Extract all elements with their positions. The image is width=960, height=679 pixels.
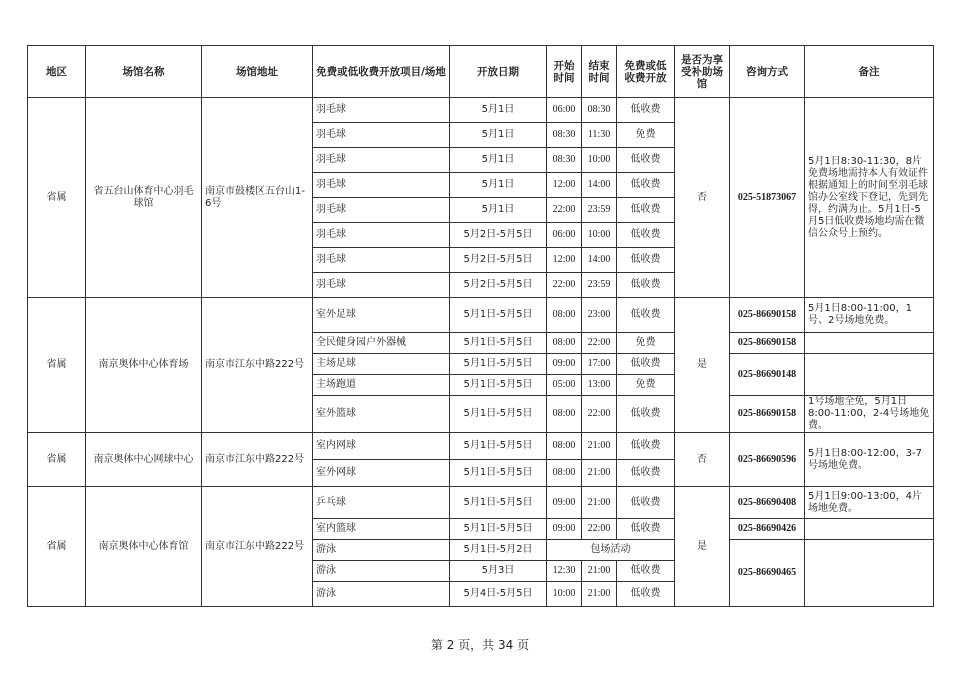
end-time-cell: 10:00	[582, 223, 617, 248]
item-cell: 游泳	[313, 582, 450, 607]
phone-cell: 025-86690596	[730, 433, 805, 487]
phone-cell: 025-86690158	[730, 333, 805, 354]
end-time-cell: 21:00	[582, 460, 617, 487]
start-time-cell: 08:00	[547, 298, 582, 333]
remark-cell: 5月1日8:00-12:00，3-7号场地免费。	[805, 433, 934, 487]
header-remark: 备注	[805, 46, 934, 98]
page-number: 第 2 页，共 34 页	[430, 638, 530, 652]
start-time-cell: 05:00	[547, 375, 582, 396]
merged-activity-cell: 包场活动	[547, 540, 675, 561]
start-time-cell: 08:00	[547, 333, 582, 354]
subsidy-cell: 是	[675, 487, 730, 607]
fee-cell: 低收费	[617, 198, 675, 223]
item-cell: 羽毛球	[313, 123, 450, 148]
start-time-cell: 10:00	[547, 582, 582, 607]
item-cell: 主场跑道	[313, 375, 450, 396]
date-cell: 5月1日	[450, 98, 547, 123]
end-time-cell: 21:00	[582, 433, 617, 460]
fee-cell: 低收费	[617, 148, 675, 173]
table-row	[28, 487, 934, 519]
fee-cell: 免费	[617, 375, 675, 396]
header-fee: 免费或低收费开放	[617, 46, 675, 98]
venue-name-cell: 南京奥体中心体育馆	[86, 487, 202, 607]
start-time-cell: 08:00	[547, 460, 582, 487]
phone-cell: 025-86690158	[730, 396, 805, 433]
end-time-cell: 14:00	[582, 173, 617, 198]
subsidy-cell: 否	[675, 433, 730, 487]
end-time-cell: 22:00	[582, 396, 617, 433]
venue-address-cell: 南京市江东中路222号	[202, 298, 313, 433]
header-region: 地区	[28, 46, 86, 98]
venue-address-cell: 南京市江东中路222号	[202, 433, 313, 487]
start-time-cell: 06:00	[547, 223, 582, 248]
item-cell: 游泳	[313, 540, 450, 561]
table-row	[28, 298, 934, 333]
date-cell: 5月2日-5月5日	[450, 223, 547, 248]
header-item: 免费或低收费开放项目/场地	[313, 46, 450, 98]
remark-cell: 5月1日9:00-13:00，4片场地免费。	[805, 487, 934, 519]
date-cell: 5月1日-5月2日	[450, 540, 547, 561]
end-time-cell: 23:00	[582, 298, 617, 333]
fee-cell: 低收费	[617, 298, 675, 333]
start-time-cell: 09:00	[547, 354, 582, 375]
end-time-cell: 22:00	[582, 333, 617, 354]
header-start: 开始时间	[547, 46, 582, 98]
fee-cell: 低收费	[617, 223, 675, 248]
remark-cell: 5月1日8:00-11:00，1号、2号场地免费。	[805, 298, 934, 333]
region-cell: 省属	[28, 487, 86, 607]
date-cell: 5月1日-5月5日	[450, 354, 547, 375]
fee-cell: 低收费	[617, 273, 675, 298]
end-time-cell: 23:59	[582, 198, 617, 223]
remark-cell: 1号场地全免，5月1日8:00-11:00，2-4号场地免费。	[805, 396, 934, 433]
end-time-cell: 14:00	[582, 248, 617, 273]
item-cell: 室内篮球	[313, 519, 450, 540]
remark-cell	[805, 540, 934, 607]
date-cell: 5月4日-5月5日	[450, 582, 547, 607]
date-cell: 5月3日	[450, 561, 547, 582]
fee-cell: 低收费	[617, 98, 675, 123]
item-cell: 羽毛球	[313, 173, 450, 198]
header-date: 开放日期	[450, 46, 547, 98]
item-cell: 羽毛球	[313, 198, 450, 223]
start-time-cell: 06:00	[547, 98, 582, 123]
date-cell: 5月1日	[450, 123, 547, 148]
remark-cell	[805, 333, 934, 354]
date-cell: 5月2日-5月5日	[450, 248, 547, 273]
fee-cell: 低收费	[617, 519, 675, 540]
phone-cell: 025-86690426	[730, 519, 805, 540]
end-time-cell: 21:00	[582, 561, 617, 582]
end-time-cell: 10:00	[582, 148, 617, 173]
remark-cell	[805, 519, 934, 540]
phone-cell: 025-86690158	[730, 298, 805, 333]
venue-address-cell: 南京市鼓楼区五台山1-6号	[202, 98, 313, 298]
date-cell: 5月1日	[450, 198, 547, 223]
phone-cell: 025-86690465	[730, 540, 805, 607]
item-cell: 羽毛球	[313, 273, 450, 298]
item-cell: 室外篮球	[313, 396, 450, 433]
region-cell: 省属	[28, 98, 86, 298]
item-cell: 游泳	[313, 561, 450, 582]
end-time-cell: 21:00	[582, 582, 617, 607]
date-cell: 5月1日	[450, 148, 547, 173]
fee-cell: 低收费	[617, 561, 675, 582]
start-time-cell: 22:00	[547, 273, 582, 298]
start-time-cell: 12:00	[547, 173, 582, 198]
item-cell: 室外足球	[313, 298, 450, 333]
date-cell: 5月1日	[450, 173, 547, 198]
item-cell: 室内网球	[313, 433, 450, 460]
fee-cell: 免费	[617, 123, 675, 148]
date-cell: 5月1日-5月5日	[450, 433, 547, 460]
start-time-cell: 12:30	[547, 561, 582, 582]
item-cell: 主场足球	[313, 354, 450, 375]
end-time-cell: 21:00	[582, 487, 617, 519]
date-cell: 5月1日-5月5日	[450, 375, 547, 396]
end-time-cell: 11:30	[582, 123, 617, 148]
table-row	[28, 433, 934, 460]
date-cell: 5月1日-5月5日	[450, 519, 547, 540]
end-time-cell: 08:30	[582, 98, 617, 123]
venue-table	[27, 45, 934, 607]
subsidy-cell: 是	[675, 298, 730, 433]
venue-name-cell: 南京奥体中心网球中心	[86, 433, 202, 487]
item-cell: 羽毛球	[313, 223, 450, 248]
venue-name-cell: 省五台山体育中心羽毛球馆	[86, 98, 202, 298]
end-time-cell: 23:59	[582, 273, 617, 298]
table-row	[28, 98, 934, 123]
remark-cell: 5月1日8:30-11:30，8片免费场地需持本人有效证件根据通知上的时间至羽毛球馆办公室线下登记，先到先得，约满为止。5月1日-5月5日低收费场地均需在微信公众号上预约。	[805, 98, 934, 298]
item-cell: 羽毛球	[313, 248, 450, 273]
end-time-cell: 22:00	[582, 519, 617, 540]
date-cell: 5月1日-5月5日	[450, 487, 547, 519]
date-cell: 5月1日-5月5日	[450, 396, 547, 433]
start-time-cell: 08:30	[547, 148, 582, 173]
venue-name-cell: 南京奥体中心体育场	[86, 298, 202, 433]
fee-cell: 低收费	[617, 487, 675, 519]
end-time-cell: 13:00	[582, 375, 617, 396]
date-cell: 5月1日-5月5日	[450, 298, 547, 333]
date-cell: 5月1日-5月5日	[450, 460, 547, 487]
header-subsidy: 是否为享受补助场馆	[675, 46, 730, 98]
item-cell: 全民健身园户外器械	[313, 333, 450, 354]
header-end: 结束时间	[582, 46, 617, 98]
start-time-cell: 09:00	[547, 519, 582, 540]
fee-cell: 低收费	[617, 433, 675, 460]
phone-cell: 025-51873067	[730, 98, 805, 298]
start-time-cell: 08:30	[547, 123, 582, 148]
item-cell: 羽毛球	[313, 98, 450, 123]
fee-cell: 低收费	[617, 173, 675, 198]
start-time-cell: 08:00	[547, 396, 582, 433]
start-time-cell: 22:00	[547, 198, 582, 223]
header-venue-name: 场馆名称	[86, 46, 202, 98]
venue-address-cell: 南京市江东中路222号	[202, 487, 313, 607]
item-cell: 室外网球	[313, 460, 450, 487]
item-cell: 羽毛球	[313, 148, 450, 173]
fee-cell: 低收费	[617, 396, 675, 433]
remark-cell	[805, 354, 934, 396]
region-cell: 省属	[28, 433, 86, 487]
subsidy-cell: 否	[675, 98, 730, 298]
fee-cell: 低收费	[617, 460, 675, 487]
fee-cell: 低收费	[617, 354, 675, 375]
date-cell: 5月1日-5月5日	[450, 333, 547, 354]
date-cell: 5月2日-5月5日	[450, 273, 547, 298]
fee-cell: 免费	[617, 333, 675, 354]
fee-cell: 低收费	[617, 248, 675, 273]
start-time-cell: 08:00	[547, 433, 582, 460]
phone-cell: 025-86690148	[730, 354, 805, 396]
phone-cell: 025-86690408	[730, 487, 805, 519]
start-time-cell: 09:00	[547, 487, 582, 519]
header-contact: 咨询方式	[730, 46, 805, 98]
end-time-cell: 17:00	[582, 354, 617, 375]
fee-cell: 低收费	[617, 582, 675, 607]
item-cell: 乒乓球	[313, 487, 450, 519]
header-row	[28, 46, 934, 98]
region-cell: 省属	[28, 298, 86, 433]
header-venue-address: 场馆地址	[202, 46, 313, 98]
start-time-cell: 12:00	[547, 248, 582, 273]
